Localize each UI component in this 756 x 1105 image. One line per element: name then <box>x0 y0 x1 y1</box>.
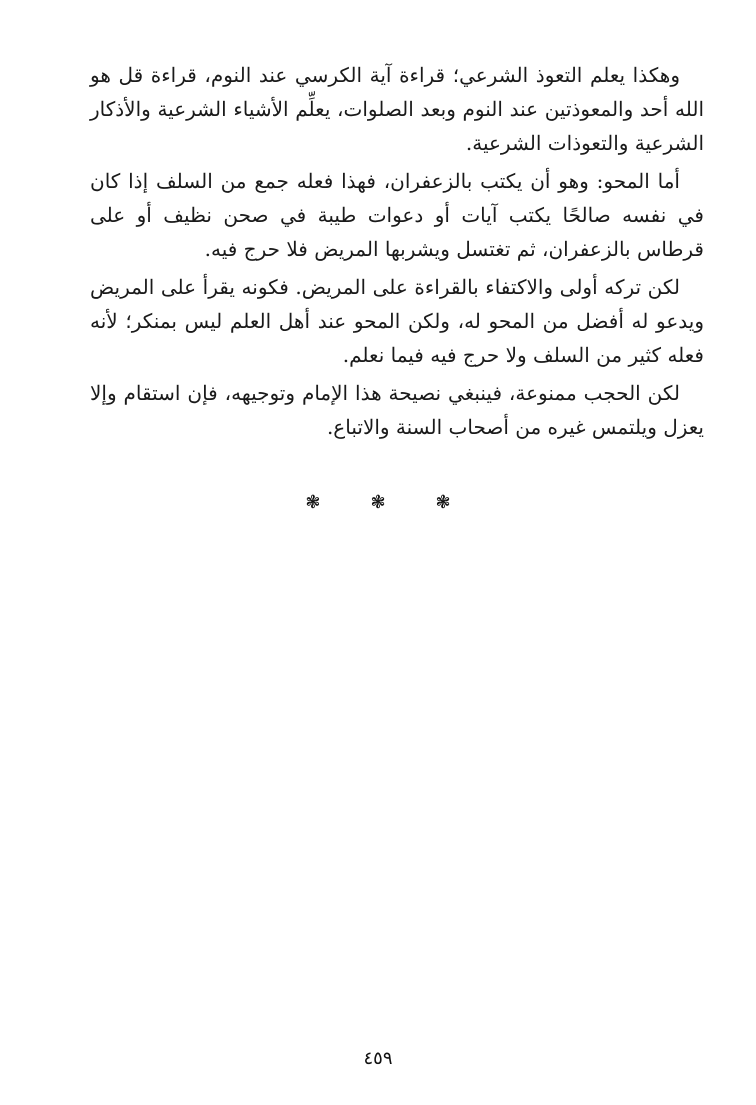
asterism-icon: ❃ <box>305 492 321 513</box>
body-text <box>90 58 704 448</box>
asterism-icon: ❃ <box>370 492 386 513</box>
paragraph-2: أما المحو: وهو أن يكتب بالزعفران، فهذا فعله جمع من السلف إذا كان في نفسه صالحًا يكتب آيات أو دعوات طيبة في صحن نظيف أو على قرطاس بالزعفران، ثم تغتسل ويشربها المريض فلا حرج فيه. <box>90 169 704 261</box>
section-separator <box>0 492 756 513</box>
asterism-icon: ❃ <box>435 492 451 513</box>
page-number: ٤٥٩ <box>363 1048 393 1069</box>
paragraph-1: وهكذا يعلم التعوذ الشرعي؛ قراءة آية الكرسي عند النوم، قراءة قل هو الله أحد والمعوذتين عند النوم وبعد الصلوات، يعلِّم الأشياء الشرعية والأذكار الشرعية والتعوذات الشرعية. <box>90 63 704 155</box>
paragraph-3: لكن تركه أولى والاكتفاء بالقراءة على المريض. فكونه يقرأ على المريض ويدعو له أفضل من المحو له، ولكن المحو عند أهل العلم ليس بمنكر؛ لأنه فعله كثير من السلف ولا حرج فيه فيما نعلم. <box>90 275 704 367</box>
paragraph-4: لكن الحجب ممنوعة، فينبغي نصيحة هذا الإمام وتوجيهه، فإن استقام وإلا يعزل ويلتمس غيره من أصحاب السنة والاتباع. <box>90 381 704 439</box>
